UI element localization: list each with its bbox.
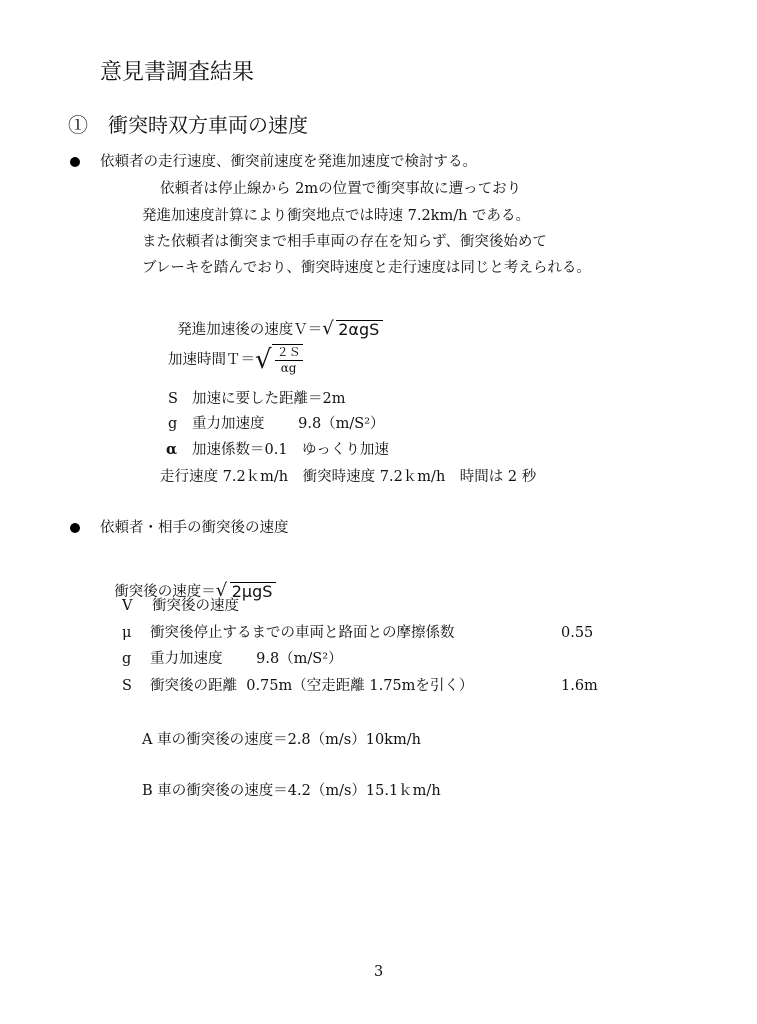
sqrt-icon: √ [215,580,228,601]
var-value: 1.6m [561,678,598,694]
formula-time [168,343,303,377]
var-desc: 衝突後停止するまでの車両と路面との摩擦係数 [150,625,455,641]
formula-expr: 2αgS [336,320,383,339]
sqrt-expression [322,320,383,340]
var-row [122,596,239,616]
paragraph-line: ブレーキを踏んでおり、衝突時速度と走行速度は同じと考えられる。 [142,260,591,276]
var-row [122,649,343,669]
formula-label: 加速時間Ｔ＝ [168,352,255,368]
var-desc: 衝突後の距離 0.75m（空走距離 1.75mを引く） [150,678,474,694]
formula-expr: 2μgS [230,582,277,601]
page-title: 意見書調査結果 [100,60,255,85]
var-symbol: S [168,391,178,407]
var-symbol: S [122,678,132,694]
var-desc: 加速係数＝0.1 ゆっくり加速 [192,442,389,458]
paragraph-line: 依頼者は停止線から 2mの位置で衝突事故に遭っており [160,181,522,197]
var-desc: 重力加速度 9.8（m/S²） [150,651,343,667]
result-car-b: B 車の衝突後の速度＝4.2（m/s）15.1ｋm/h [142,783,441,799]
result-car-a: A 車の衝突後の速度＝2.8（m/s）10km/h [142,732,421,748]
paragraph-line: また依頼者は衝突まで相手車両の存在を知らず、衝突後始めて [142,234,547,250]
sqrt-icon: √ [322,318,334,339]
var-symbol: g [122,651,132,667]
bullet-icon [70,523,80,533]
var-desc: 重力加速度 9.8（m/S²） [192,416,385,432]
formula-velocity [168,300,383,340]
var-symbol: α [166,441,178,458]
var-row [122,676,598,696]
bullet2-text: 依頼者・相手の衝突後の速度 [100,520,289,536]
formula-label: 発進加速後の速度Ｖ＝ [177,322,323,338]
bullet-icon [70,157,80,167]
var-row [166,440,389,460]
formula-label: 衝突後の速度＝ [114,584,216,600]
section-heading: ① 衝突時双方車両の速度 [68,113,308,137]
var-row [168,414,385,434]
var-symbol: g [168,416,178,432]
summary-line: 走行速度 7.2ｋm/h 衝突時速度 7.2ｋm/h 時間は 2 秒 [160,469,537,485]
var-symbol: V [122,598,133,614]
var-row [122,623,593,643]
var-desc: 加速に要した距離＝2m [192,391,346,407]
fraction [272,344,303,376]
denominator: αg [280,361,297,375]
sqrt-icon: √ [255,345,272,375]
page-number: 3 [374,964,384,980]
var-value: 0.55 [561,625,594,641]
var-row [168,389,345,409]
numerator: ２Ｓ [276,345,301,359]
var-symbol: μ [122,625,132,641]
var-desc: 衝突後の速度 [152,598,239,614]
paragraph-line: 発進加速度計算により衝突地点では時速 7.2km/h である。 [142,208,531,224]
bullet1-text: 依頼者の走行速度、衝突前速度を発進加速度で検討する。 [100,154,477,170]
